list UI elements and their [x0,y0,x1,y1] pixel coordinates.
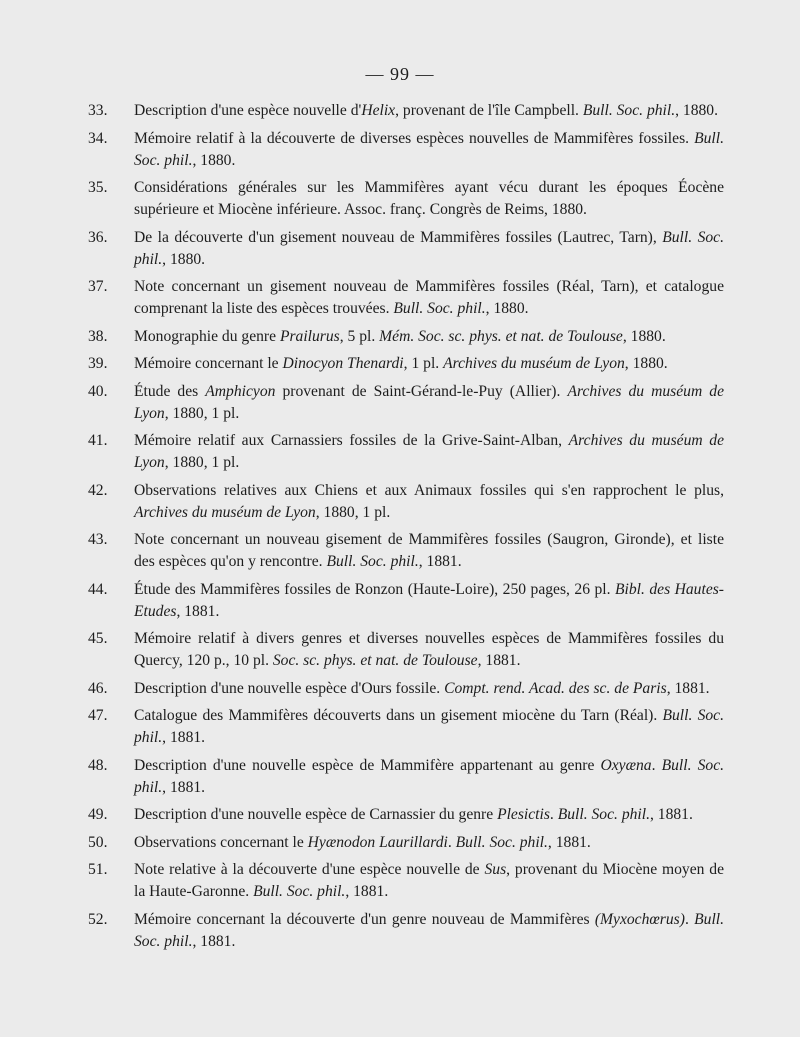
entry-italic-text: Archives du muséum de Lyon [134,503,316,521]
entry-text-segment: Note concernant un nouveau gisement de Mammifères fossiles (Saugron, Gironde), et liste des espèces qu'on y rencontre. [134,531,724,570]
page-number: — 99 — [365,64,435,84]
entry-italic-text: Bull. Soc. phil. [134,228,724,268]
entry-text-segment: , 1881. [666,679,710,697]
bibliography-entry [88,579,724,623]
bibliography-entry [88,859,724,903]
bibliography-entry [88,276,724,320]
entry-text-segment: , 1880, 1 pl. [164,454,240,471]
entry-text [134,529,724,573]
entry-text [134,705,724,749]
entry-italic-text: Mém. Soc. sc. phys. et nat. de Toulouse [379,327,623,345]
entry-text-segment: , 1881. [176,602,220,620]
bibliography-entry [88,755,724,799]
entry-text-segment: Note concernant un gisement nouveau de Mammifères fossiles (Réal, Tarn), et catalogue comprenant la liste des espèces trouvées. [134,278,724,317]
entry-number: 47. [88,707,108,724]
entry-text [134,128,724,172]
entry-number: 49. [88,806,108,823]
entry-text [134,430,724,474]
entry-number: 39. [88,355,108,372]
entry-text-segment: Mémoire concernant la découverte d'un genre nouveau de Mammifères [134,910,595,928]
entry-text-segment: Mémoire concernant le [134,355,283,372]
entry-text [134,326,724,348]
entry-number: 45. [88,630,108,647]
entry-text-segment: , 1880. [162,250,206,268]
entry-text [134,832,724,854]
entry-text-segment: . [447,833,456,851]
entry-italic-text: Amphicyon [205,382,276,400]
entry-text-segment: Mémoire relatif à divers genres et diverses nouvelles espèces de Mammifères fossiles du Quercy, 120 p., 10 pl. [134,630,724,669]
entry-text-segment: Mémoire relatif aux Carnassiers fossiles de la Grive-Saint-Alban, [134,432,569,449]
entry-text-segment: , 1881. [192,932,236,950]
entry-italic-text: (Myxochœrus) [594,910,685,928]
entry-text [134,909,724,953]
entry-number: 42. [88,481,108,499]
entry-text-segment: Observations relatives aux Chiens et aux Animaux fossiles qui s'en rapprochent le plus, [134,481,724,499]
entry-number: 46. [88,679,108,697]
entry-italic-text: Archives du muséum de Lyon [443,355,625,372]
entry-text [134,579,724,623]
entry-text-segment: , 1880. [675,102,718,119]
entry-text-segment: , 1881. [649,806,693,823]
entry-number: 50. [88,833,108,851]
entry-text-segment: , 1880. [192,151,236,169]
bibliography-entry [88,177,724,221]
bibliography-entry [88,628,724,672]
bibliography-entry [88,705,724,749]
entry-number: 34. [88,129,108,147]
entry-italic-text: Bull. Soc. phil. [582,102,676,119]
entry-text-segment: , 1881. [345,883,389,900]
entry-text [134,177,724,221]
entry-text [134,480,724,524]
entry-text-segment: , 1881. [418,553,462,570]
bibliography-entry [88,832,724,854]
entry-text-segment: , 1880, 1 pl. [164,404,240,422]
bibliography-entry [88,804,724,826]
bibliography-entry [88,100,724,122]
entry-text-segment: Catalogue des Mammifères découverts dans un gisement miocène du Tarn (Réal). [134,707,663,724]
entry-italic-text: Dinocyon Thenardi [282,355,404,372]
entry-text-segment: Monographie du genre [134,327,280,345]
entry-number: 41. [88,432,108,449]
entry-italic-text: Prailurus [279,327,340,345]
entry-text-segment: Mémoire relatif à la découverte de diverses espèces nouvelles de Mammifères fossiles. [134,129,695,147]
entry-text [134,276,724,320]
entry-number: 48. [88,756,108,774]
entry-text [134,628,724,672]
entry-text-segment: , 5 pl. [339,327,380,345]
entry-text [134,381,724,425]
entry-italic-text: Bull. Soc. phil. [134,756,725,796]
bibliography-entry [88,678,724,700]
entry-number: 37. [88,278,108,295]
entry-italic-text: Bull. Soc. phil. [393,300,486,317]
entry-italic-text: Archives du muséum de Lyon [134,382,724,422]
entry-text-segment: . [684,910,695,928]
entry-text-segment: Note relative à la découverte d'une espèce nouvelle de [134,861,485,878]
entry-italic-text: Oxyæna [600,756,652,774]
entry-text-segment: Étude des Mammifères fossiles de Ronzon (Haute-Loire), 250 pages, 26 pl. [134,580,615,598]
entry-text-segment: , 1880. [622,327,666,345]
entry-text-segment: Observations concernant le [134,833,308,851]
entry-text-segment: Description d'une espèce nouvelle d' [134,102,362,119]
entry-text [134,100,724,122]
bibliography-list [88,100,724,958]
entry-text-segment: , 1881. [547,833,591,851]
entry-italic-text: Plesictis [497,806,550,823]
entry-number: 51. [88,861,108,878]
entry-text [134,755,724,799]
entry-italic-text: Bull. Soc. phil. [326,553,419,570]
entry-text [134,804,724,826]
bibliography-entry [88,381,724,425]
entry-text-segment: Considérations générales sur les Mammifères ayant vécu durant les époques Éocène supérieure et Miocène inférieure. Assoc. franç. Congrès de Reims, 1880. [134,179,724,218]
bibliography-entry [88,227,724,271]
entry-number: 43. [88,531,108,548]
entry-text-segment: . [549,806,558,823]
entry-text-segment: Description d'une nouvelle espèce de Mammifère appartenant au genre [134,756,601,774]
entry-text-segment: Étude des [134,382,206,400]
bibliography-entry [88,430,724,474]
entry-italic-text: Bull. Soc. phil. [134,707,724,746]
entry-italic-text: Bull. Soc. phil. [134,129,724,169]
entry-italic-text: Bibl. des Hautes-Etudes [134,580,724,620]
entry-italic-text: Bull. Soc. phil. [455,833,548,851]
entry-text-segment: provenant de Saint-Gérand-le-Puy (Allier). [275,382,568,400]
entry-text [134,678,724,700]
entry-text-segment: De la découverte d'un gisement nouveau de Mammifères fossiles (Lautrec, Tarn), [134,228,663,246]
entry-text [134,353,724,375]
entry-italic-text: Bull. Soc. phil. [134,910,725,950]
entry-number: 40. [88,382,108,400]
entry-number: 44. [88,580,108,598]
entry-text-segment: , 1881. [162,778,206,796]
entry-italic-text: Archives du muséum de Lyon [134,432,724,471]
bibliography-entry [88,529,724,573]
entry-italic-text: Bull. Soc. phil. [557,806,650,823]
entry-text-segment: , 1881. [162,729,206,746]
entry-text-segment: Description d'une nouvelle espèce de Carnassier du genre [134,806,498,823]
entry-number: 35. [88,179,108,196]
entry-italic-text: Soc. sc. phys. et nat. de Toulouse [272,652,478,669]
entry-italic-text: Hyænodon Laurillardi [307,833,448,851]
entry-number: 36. [88,228,108,246]
entry-text-segment: . [651,756,662,774]
entry-text-segment: , provenant de l'île Campbell. [395,102,583,119]
entry-italic-text: Helix [361,102,396,119]
entry-italic-text: Compt. rend. Acad. des sc. de Paris [444,679,667,697]
entry-italic-text: Sus [484,861,507,878]
entry-text-segment: Description d'une nouvelle espèce d'Ours fossile. [134,679,445,697]
entry-text-segment: , 1881. [477,652,521,669]
entry-text [134,227,724,271]
entry-text-segment: , 1880. [624,355,668,372]
entry-number: 52. [88,910,108,928]
entry-text [134,859,724,903]
bibliography-entry [88,326,724,348]
bibliography-entry [88,353,724,375]
entry-text-segment: , 1 pl. [403,355,444,372]
entry-text-segment: , 1880. [485,300,529,317]
entry-number: 33. [88,102,108,119]
bibliography-entry [88,128,724,172]
entry-number: 38. [88,327,108,345]
bibliography-entry [88,480,724,524]
entry-italic-text: Bull. Soc. phil. [253,883,346,900]
entry-text-segment: , provenant du Miocène moyen de la Haute-Garonne. [134,861,724,900]
entry-text-segment: , 1880, 1 pl. [315,503,391,521]
bibliography-entry [88,909,724,953]
